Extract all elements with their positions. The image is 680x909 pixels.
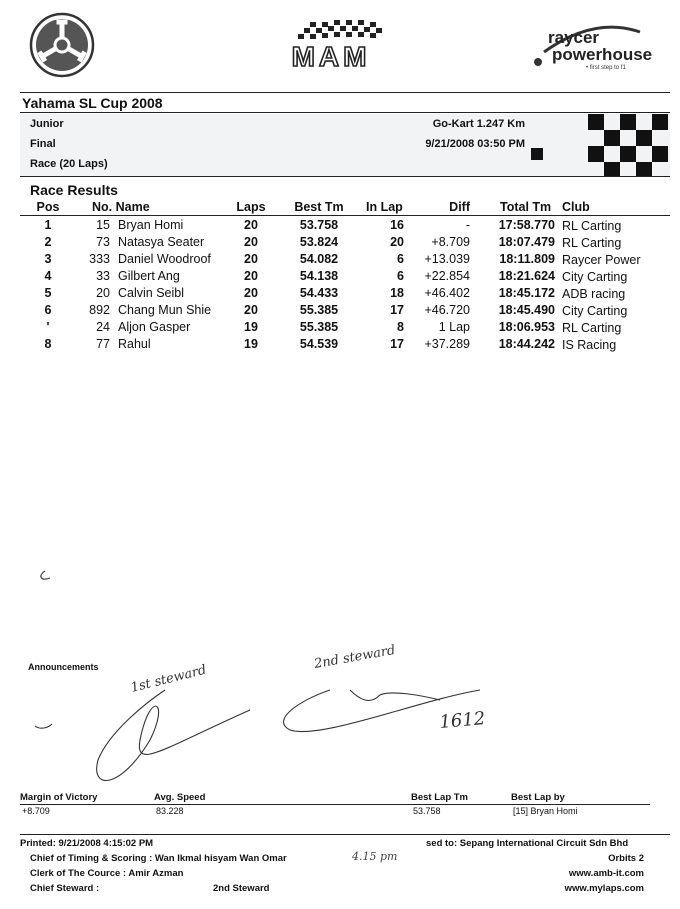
row-club: ADB racing [562, 287, 626, 301]
licensed-to: sed to: Sepang International Circuit Sdn Bhd [426, 838, 629, 849]
row-name: Calvin Seibl [118, 286, 185, 300]
announcements-label: Announcements [28, 662, 99, 672]
col-best-tm: Best Tm [294, 200, 344, 214]
event-band-rule [20, 176, 670, 177]
checkered-flag-icon [531, 114, 670, 176]
row-pos: 1 [44, 218, 52, 232]
row-in-lap: 6 [397, 252, 404, 266]
mam-logo-text: MAM [291, 41, 371, 70]
row-diff: +46.402 [424, 286, 470, 300]
row-best-tm: 55.385 [299, 320, 339, 334]
speed-label: Avg. Speed [154, 792, 206, 803]
row-club: Raycer Power [562, 253, 641, 267]
row-pos: 2 [44, 235, 52, 249]
header-rule-bottom [20, 112, 670, 113]
row-total-tm: 18:44.242 [498, 337, 555, 351]
row-laps: 20 [244, 269, 258, 283]
footer-rule [20, 834, 670, 835]
event-session: Final [30, 138, 56, 150]
event-class: Junior [30, 118, 64, 130]
row-club: RL Carting [562, 321, 622, 335]
row-in-lap: 17 [390, 303, 404, 317]
row-pos: 4 [44, 269, 52, 283]
col-diff: Diff [449, 200, 470, 214]
event-title: Yahama SL Cup 2008 [22, 95, 163, 111]
row-total-tm: 18:21.624 [498, 269, 555, 283]
row-best-tm: 54.539 [299, 337, 339, 351]
row-number: 15 [96, 218, 110, 232]
handwritten-number: 1612 [438, 708, 487, 733]
header-rule-top [20, 92, 670, 93]
summary-rule [20, 804, 650, 805]
chief-timing: Chief of Timing & Scoring : Wan Ikmal hisyam Wan Omar [30, 853, 287, 864]
margin-label: Margin of Victory [20, 792, 98, 803]
handwritten-time: 4.15 pm [352, 850, 398, 863]
event-track: Go-Kart 1.247 Km [432, 118, 525, 130]
col-club: Club [562, 200, 590, 214]
row-diff: +8.709 [431, 235, 470, 249]
row-pos: 8 [44, 337, 52, 351]
margin-value: +8.709 [22, 806, 50, 816]
row-pos: 3 [44, 252, 52, 266]
row-pos: 5 [44, 286, 52, 300]
row-diff: +37.289 [424, 337, 470, 351]
col-total-tm: Total Tm [500, 200, 552, 214]
yamaha-logo [26, 12, 98, 78]
row-diff: - [465, 218, 470, 232]
col-in-lap: In Lap [366, 200, 403, 214]
col-laps: Laps [236, 200, 266, 214]
row-total-tm: 18:07.479 [498, 235, 555, 249]
row-number: 24 [96, 320, 110, 334]
clerk-of-course: Clerk of The Cource : Amir Azman [30, 868, 184, 879]
row-pos: ' [46, 320, 50, 334]
col-pos: Pos [36, 200, 60, 214]
row-number: 20 [96, 286, 110, 300]
event-race: Race (20 Laps) [30, 158, 108, 170]
row-name: Aljon Gasper [118, 320, 191, 334]
row-pos: 6 [44, 303, 52, 317]
printed-timestamp: Printed: 9/21/2008 4:15:02 PM [20, 838, 154, 849]
row-number: 33 [96, 269, 110, 283]
row-number: 73 [96, 235, 110, 249]
row-club: RL Carting [562, 219, 622, 233]
raycer-powerhouse-logo [524, 22, 664, 78]
row-total-tm: 18:11.809 [499, 252, 555, 266]
row-number: 77 [96, 337, 110, 351]
row-laps: 19 [244, 320, 258, 334]
row-laps: 20 [244, 286, 258, 300]
row-club: IS Racing [562, 338, 617, 352]
row-best-tm: 54.433 [299, 286, 339, 300]
row-best-tm: 54.082 [299, 252, 339, 266]
speed-value: 83.228 [156, 806, 184, 816]
row-name: Chang Mun Shie [118, 303, 212, 317]
row-total-tm: 18:45.172 [498, 286, 555, 300]
row-diff: +22.854 [424, 269, 470, 283]
raycer-text: raycer [548, 28, 600, 47]
row-name: Bryan Homi [118, 218, 184, 232]
row-in-lap: 16 [390, 218, 404, 232]
chief-steward: Chief Steward : [30, 883, 100, 894]
second-steward-handwriting: 2nd steward [313, 642, 397, 672]
bestby-label: Best Lap by [511, 792, 565, 803]
event-datetime: 9/21/2008 03:50 PM [425, 138, 525, 150]
row-diff: 1 Lap [438, 320, 470, 334]
row-number: 333 [89, 252, 110, 266]
bestlap-value: 53.758 [413, 806, 441, 816]
tagline-text: • first step to f1 [586, 65, 626, 71]
table-header-rule [20, 215, 670, 216]
col-no-name: No. Name [92, 200, 150, 214]
row-in-lap: 18 [390, 286, 404, 300]
row-total-tm: 18:45.490 [498, 303, 555, 317]
row-number: 892 [89, 303, 110, 317]
row-laps: 20 [244, 235, 258, 249]
row-best-tm: 54.138 [299, 269, 339, 283]
row-laps: 20 [244, 218, 258, 232]
row-club: RL Carting [562, 236, 622, 250]
row-name: Gilbert Ang [118, 269, 180, 283]
row-name: Rahul [118, 337, 151, 351]
first-steward-handwriting: 1st steward [129, 662, 208, 696]
row-best-tm: 53.758 [299, 218, 339, 232]
row-total-tm: 17:58.770 [498, 218, 555, 232]
row-in-lap: 6 [397, 269, 404, 283]
row-club: City Carting [562, 304, 628, 318]
bestby-value: [15] Bryan Homi [513, 806, 578, 816]
results-title: Race Results [30, 182, 118, 198]
powerhouse-text: powerhouse [552, 45, 653, 64]
row-name: Natasya Seater [118, 235, 205, 249]
row-laps: 20 [244, 303, 258, 317]
mam-logo [252, 18, 410, 70]
row-laps: 19 [244, 337, 258, 351]
row-total-tm: 18:06.953 [498, 320, 555, 334]
row-laps: 20 [244, 252, 258, 266]
bestlap-label: Best Lap Tm [411, 792, 469, 803]
row-in-lap: 20 [390, 235, 404, 249]
row-in-lap: 17 [390, 337, 404, 351]
row-best-tm: 55.385 [299, 303, 339, 317]
row-club: City Carting [562, 270, 628, 284]
row-diff: +46.720 [424, 303, 470, 317]
row-diff: +13.039 [424, 252, 470, 266]
row-name: Daniel Woodroof [118, 252, 211, 266]
amb-url[interactable]: www.amb-it.com [568, 868, 644, 879]
mylaps-url[interactable]: www.mylaps.com [564, 883, 644, 894]
row-best-tm: 53.824 [299, 235, 339, 249]
row-in-lap: 8 [397, 320, 404, 334]
second-steward-label: 2nd Steward [213, 883, 270, 894]
orbits-version: Orbits 2 [608, 853, 644, 864]
